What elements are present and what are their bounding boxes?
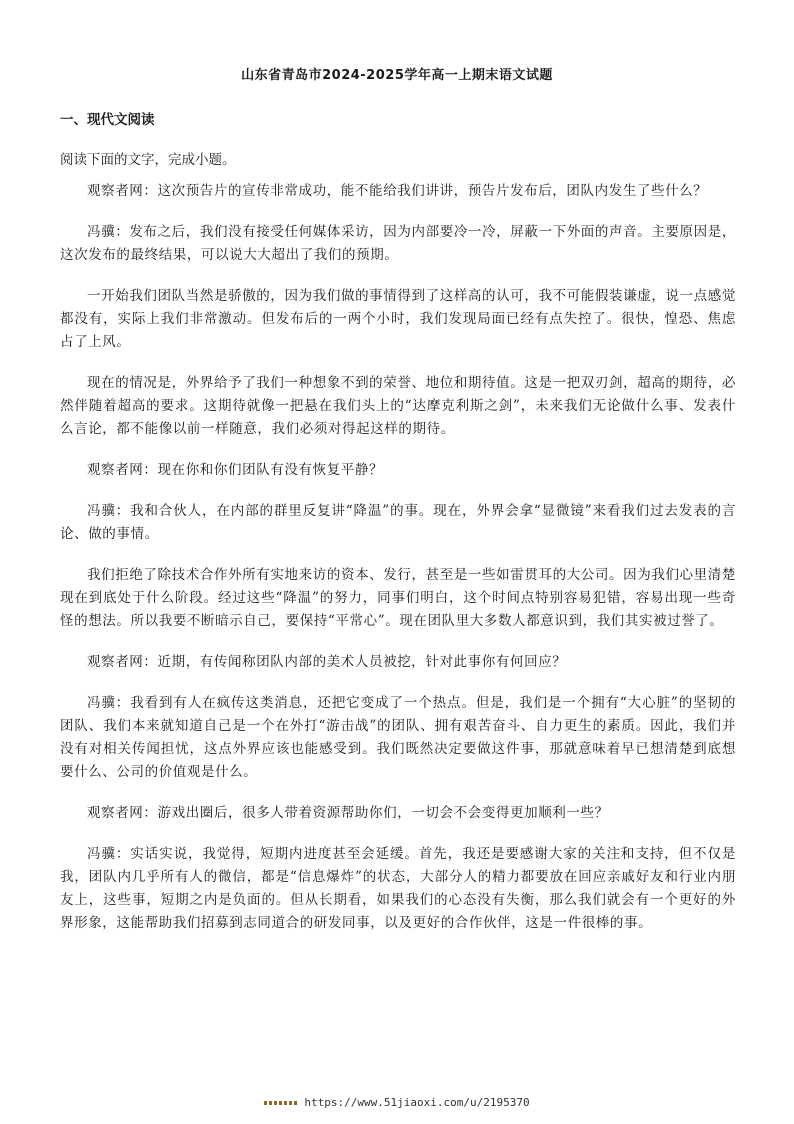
paragraph-5: 观察者网：现在你和你们团队有没有恢复平静？	[87, 462, 384, 478]
paragraph-3: 一开始我们团队当然是骄傲的，因为我们做的事情得到了这样高的认可，我不可能假装谦虚，说一点感觉都没有，实际上我们非常激动。但发布后的一两个小时，我们发现局面已经有点失控了。很快，惶恐、焦虑占了上风。	[60, 288, 736, 350]
page-footer	[0, 1096, 794, 1109]
section-heading: 一、现代文阅读	[60, 112, 155, 128]
paragraph-1: 观察者网：这次预告片的宣传非常成功，能不能给我们讲讲，预告片发布后，团队内发生了些什么？	[87, 183, 708, 199]
paragraph-11: 冯骥：实话实说，我觉得，短期内进度甚至会延缓。首先，我还是要感谢大家的关注和支持，但不仅是我，团队内几乎所有人的微信，都是“信息爆炸”的状态，大部分人的精力都要放在回应亲戚好友和行业内朋友上，这些事，短期之内是负面的。但从长期看，如果我们的心态没有失衡，那么我们就会有一个更好的外界形象，这能帮助我们招募到志同道合的研发同事，以及更好的合作伙伴，这是一件很棒的事。	[60, 846, 736, 931]
footer-url-link[interactable]: https://www.51jiaoxi.com/u/2195370	[304, 1096, 530, 1109]
paragraph-9: 冯骥：我看到有人在疯传这类消息，还把它变成了一个热点。但是，我们是一个拥有“大心脏”的坚韧的团队、我们本来就知道自己是一个在外打“游击战”的团队、拥有艰苦奋斗、自力更生的素质。因此，我们并没有对相关传闻担忧，这点外界应该也能感受到。我们既然决定要做这件事，那就意味着早已想清楚到底想要什么、公司的价值观是什么。	[60, 695, 736, 780]
paragraph-4: 现在的情况是，外界给予了我们一种想象不到的荣誉、地位和期待值。这是一把双刃剑，超高的期待，必然伴随着超高的要求。这期待就像一把悬在我们头上的“达摩克利斯之剑”，未来我们无论做什么事、发表什么言论，都不能像以前一样随意，我们必须对得起这样的期待。	[60, 375, 736, 437]
document-title: 山东省青岛市2024-2025学年高一上期末语文试题	[241, 68, 553, 83]
footer-logo-icon	[264, 1101, 298, 1105]
paragraph-7: 我们拒绝了除技术合作外所有实地来访的资本、发行，甚至是一些如雷贯耳的大公司。因为我们心里清楚现在到底处于什么阶段。经过这些“降温”的努力，同事们明白，这个时间点特别容易犯错，容易出现一些奇怪的想法。所以我要不断暗示自己，要保持“平常心”。现在团队里大多数人都意识到，我们其实被过誉了。	[60, 567, 736, 629]
paragraph-10: 观察者网：游戏出圈后，很多人带着资源帮助你们，一切会不会变得更加顺利一些？	[87, 805, 609, 821]
paragraph-6: 冯骥：我和合伙人，在内部的群里反复讲“降温”的事。现在，外界会拿“显微镜”来看我们过去发表的言论、做的事情。	[60, 503, 736, 542]
paragraph-2: 冯骥：发布之后，我们没有接受任何媒体采访，因为内部要冷一冷，屏蔽一下外面的声音。主要原因是，这次发布的最终结果，可以说大大超出了我们的预期。	[60, 224, 736, 263]
paragraph-8: 观察者网：近期，有传闻称团队内部的美术人员被挖，针对此事你有何回应？	[87, 654, 567, 670]
reading-instruction: 阅读下面的文字，完成小题。	[60, 152, 236, 168]
passage-body	[60, 180, 736, 953]
